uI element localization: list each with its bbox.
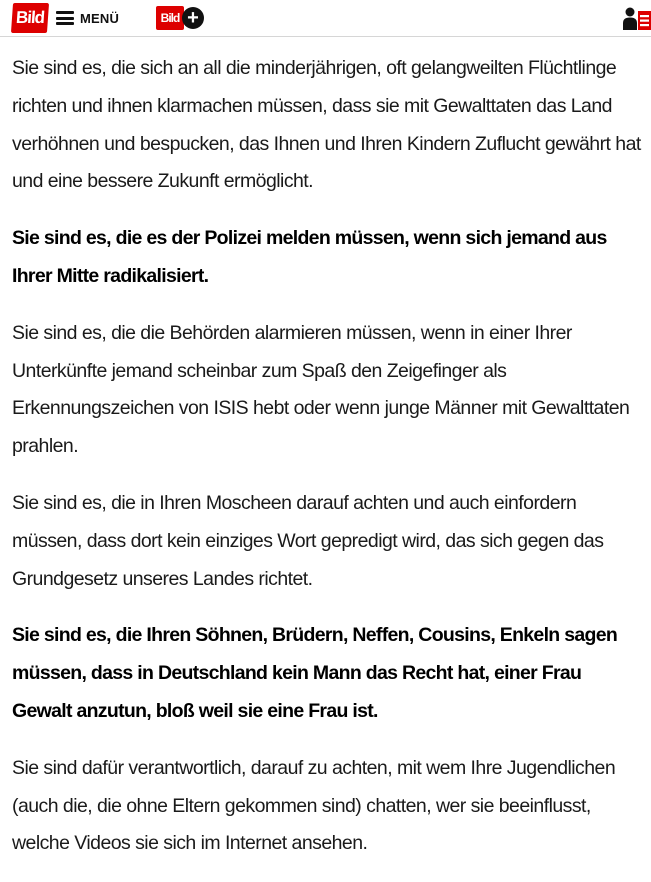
article-paragraph: Sie sind es, die die Behörden alarmieren müssen, wenn in einer Ihrer Unterkünfte jemand scheinbar zum Spaß den Zeigefinger als Erkennungszeichen von ISIS hebt oder wenn junge Männer mit Gewalttaten prahlen. [12,321,630,458]
bildplus-button[interactable] [156,4,204,32]
hamburger-icon [56,11,74,25]
plus-icon: + [182,7,204,29]
article-body [12,50,644,882]
top-navigation-bar [0,0,651,37]
article-paragraph: Sie sind es, die sich an all die minderjährigen, oft gelangweilten Flüchtlinge richten und ihnen klarmachen müssen, dass sie mit Gewalttaten das Land verhöhnen und bespucken, das Ihnen und Ihren Kindern Zuflucht gewährt hat und eine bessere Zukunft ermöglicht. [12,57,641,193]
article-paragraph: Sie sind dafür verantwortlich, darauf zu achten, mit wem Ihre Jugendlichen (auch die, die ohne Eltern gekommen sind) chatten, wer sie beeinflusst, welche Videos sie sich im Internet ansehen. [12,756,616,855]
article-paragraph: Sie sind es, die in Ihren Moscheen darauf achten und auch einfordern müssen, dass dort kein einziges Wort gepredigt wird, das sich gegen das Grundgesetz unseres Landes richtet. [12,491,604,590]
menu-label: MENÜ [80,10,120,26]
bild-logo[interactable]: Bild [11,3,49,33]
user-icon [623,6,651,30]
article-paragraph-bold: Sie sind es, die Ihren Söhnen, Brüdern, Neffen, Cousins, Enkeln sagen müssen, dass in Deutschland kein Mann das Recht hat, einer Frau Gewalt anzutun, bloß weil sie eine Frau ist. [12,624,618,722]
menu-button[interactable] [56,7,119,29]
bildplus-logo: Bild [156,6,184,30]
article-paragraph-bold: Sie sind es, die es der Polizei melden müssen, wenn sich jemand aus Ihrer Mitte radikalisiert. [12,227,607,287]
account-button[interactable] [623,6,651,30]
